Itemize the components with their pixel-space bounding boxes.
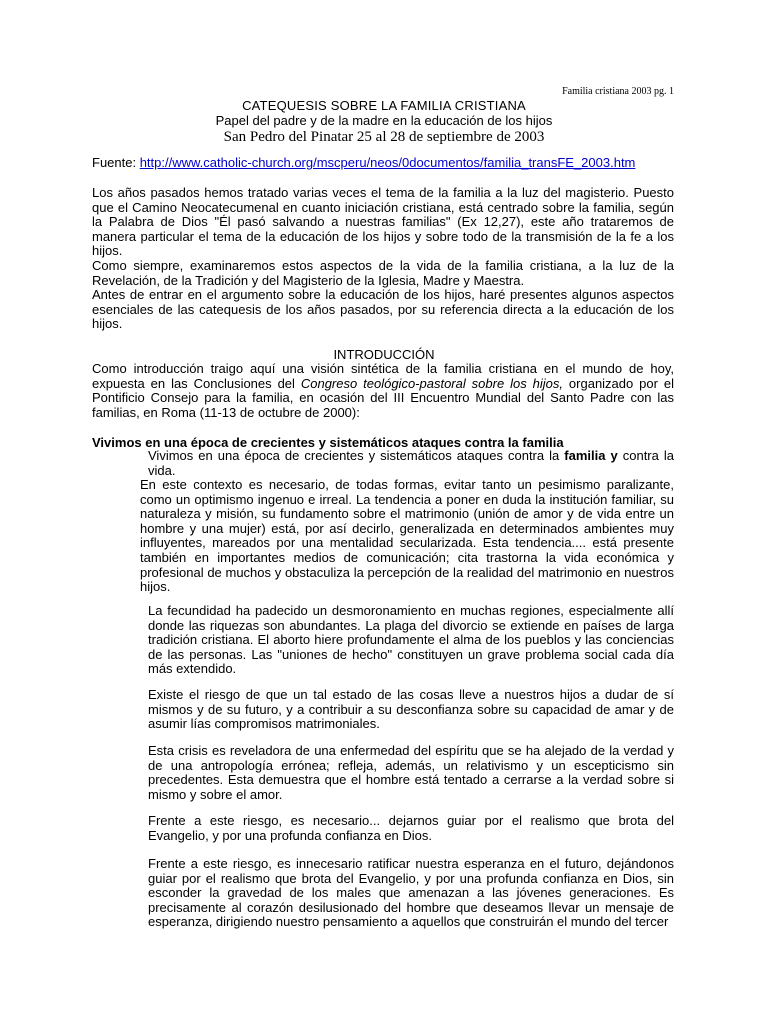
section-heading: Vivimos en una época de crecientes y sistemáticos ataques contra la familia bbox=[92, 435, 564, 450]
introduccion-text-after: organizado por el Pontificio Consejo para la familia, en ocasión del III Encuentro Mundial del Santo Padre con las familias, en Roma (11-13 de octubre de 2000): bbox=[92, 375, 674, 420]
title-block bbox=[0, 98, 768, 147]
section-indent-paragraph bbox=[148, 449, 674, 478]
introduccion-text-before: Como introducción traigo aquí una visión sintética de la familia cristiana en el mundo de hoy, expuesta en las Conclusiones del bbox=[92, 361, 674, 391]
intro-paragraphs bbox=[92, 186, 674, 332]
body-paragraph: Esta crisis es reveladora de una enfermedad del espíritu que se ha alejado de la verdad y de una antropología errónea; refleja, además, un relativismo y un escepticismo sin precedentes. Esta demuestra que el hombre está tentado a cerrarse a la verdad sobre si mismo y sobre el amor. bbox=[148, 743, 674, 802]
indent1-before: Vivimos en una época de crecientes y sistemáticos ataques contra la bbox=[148, 448, 565, 463]
introduccion-paragraph bbox=[92, 362, 674, 420]
source-label: Fuente: bbox=[92, 155, 140, 170]
intro-paragraph: Antes de entrar en el argumento sobre la educación de los hijos, haré presentes algunos aspectos esenciales de las catequesis de los años pasados, por su referencia directa a la educación de los hijos. bbox=[92, 287, 674, 332]
intro-paragraph: Como siempre, examinaremos estos aspectos de la vida de la familia cristiana, a la luz de la Revelación, de la Tradición y del Magisterio de la Iglesia, Madre y Maestra. bbox=[92, 257, 674, 288]
context-paragraph: En este contexto es necesario, de todas formas, evitar tanto un pesimismo paralizante, como un optimismo ingenuo e irreal. La tendencia a poner en duda la institución familiar, su naturaleza y misión, su fundamento sobre el matrimonio (unión de amor y de vida entre un hombre y una mujer) está, por así decirlo, generalizada en determinados ambientes muy influyentes, mareados por una mentalidad secularizada. Esta tendencia.... está presente también en importantes medios de comunicación; cita trastorna la vida económica y profesional de muchos y obstaculiza la percepción de la realidad del matrimonio en nuestros hijos. bbox=[140, 477, 674, 595]
congreso-title: Congreso teológico-pastoral sobre los hijos, bbox=[300, 375, 563, 391]
body-paragraph: Frente a este riesgo, es innecesario ratificar nuestra esperanza en el futuro, dejándonos guiar por el realismo que brota del Evangelio, y por una profunda confianza en Dios, sin esconder la gravedad de los males que amenazan a las jóvenes generaciones. Es precisamente al corazón desilusionado del hombre que deseamos llevar un mensaje de esperanza, dirigiendo nuestro pensamiento a aquellos que construirán el mundo del tercer bbox=[148, 856, 674, 930]
intro-paragraph: Los años pasados hemos tratado varias veces el tema de la familia a la luz del magisterio. Puesto que el Camino Neocatecumenal en cuanto iniciación cristiana, está centrado sobre la familia, según la Palabra de Dios "Él pasó salvando a nuestras familias" (Ex 12,27), este año trataremos de manera particular el tema de la educación de los hijos y sobre todo de la transmisión de la fe a los hijos. bbox=[92, 185, 674, 259]
body-paragraph: Existe el riesgo de que un tal estado de las cosas lleve a nuestros hijos a dudar de sí mismos y de su futuro, y a contribuir a su desconfianza sobre su capacidad de amar y de asumir lías compromisos matrimoniales. bbox=[148, 687, 674, 732]
body-paragraph: Frente a este riesgo, es necesario... dejarnos guiar por el realismo que brota del Evangelio, y por una profunda confianza en Dios. bbox=[148, 813, 674, 843]
document-subtitle: Papel del padre y de la madre en la educación de los hijos bbox=[215, 113, 553, 128]
page-number-note: Familia cristiana 2003 pg. 1 bbox=[562, 86, 674, 97]
source-link[interactable]: http://www.catholic-church.org/mscperu/neos/0documentos/familia_transFE_2003.htm bbox=[139, 155, 636, 170]
document-title: CATEQUESIS SOBRE LA FAMILIA CRISTIANA bbox=[242, 98, 526, 113]
indent1-after: contra la vida. bbox=[148, 448, 675, 478]
source-line bbox=[92, 156, 674, 171]
body-paragraph: La fecundidad ha padecido un desmoronamiento en muchas regiones, especialmente allí donde las riquezas son abundantes. La plaga del divorcio se extiende en países de larga tradición cristiana. El aborto hiere profundamente el alma de los pueblos y las conciencias de las personas. Las "uniones de hecho" constituyen un grave problema social cada día más extendido. bbox=[148, 603, 674, 677]
document-place-date: San Pedro del Pinatar 25 al 28 de septiembre de 2003 bbox=[223, 129, 545, 145]
introduccion-heading: INTRODUCCIÓN bbox=[333, 347, 435, 362]
indent1-bold: familia y bbox=[564, 448, 618, 463]
